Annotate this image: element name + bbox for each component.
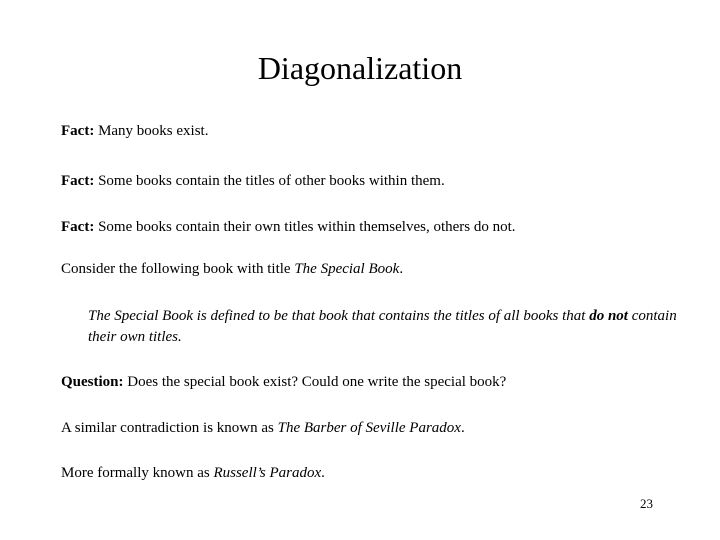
consider-end: . (399, 261, 404, 277)
similar-line (61, 419, 465, 437)
question-label: Question: (61, 374, 124, 390)
fact-2 (61, 172, 445, 190)
consider-text: Consider the following book with title (61, 261, 295, 277)
formal-end: . (321, 465, 325, 481)
russells-paradox: Russell’s Paradox (213, 465, 322, 481)
fact-3 (61, 218, 516, 236)
similar-text: A similar contradiction is known as (61, 420, 278, 436)
fact-1-text: Many books exist. (94, 123, 209, 139)
page-number: 23 (640, 496, 653, 511)
fact-1 (61, 122, 208, 140)
definition-emphasis: do not (589, 308, 628, 324)
barber-paradox: The Barber of Seville Paradox (277, 420, 461, 436)
special-book-definition (88, 306, 678, 348)
consider-book-title: The Special Book (294, 261, 400, 277)
formal-line (61, 464, 325, 482)
formal-text: More formally known as (61, 465, 214, 481)
fact-2-label: Fact: (61, 173, 95, 189)
question-line (61, 373, 506, 391)
definition-part-1: The Special Book is defined to be that book that contains the titles of all books that (88, 308, 590, 324)
fact-3-text: Some books contain their own titles within themselves, others do not. (94, 219, 516, 235)
definition-part-2: contain their own titles. (88, 308, 677, 345)
fact-3-label: Fact: (61, 219, 95, 235)
similar-end: . (460, 420, 465, 436)
consider-line (61, 260, 403, 278)
slide-title: Diagonalization (257, 50, 463, 86)
question-text: Does the special book exist? Could one write the special book? (123, 374, 507, 390)
fact-1-label: Fact: (61, 123, 95, 139)
fact-2-text: Some books contain the titles of other books within them. (94, 173, 445, 189)
